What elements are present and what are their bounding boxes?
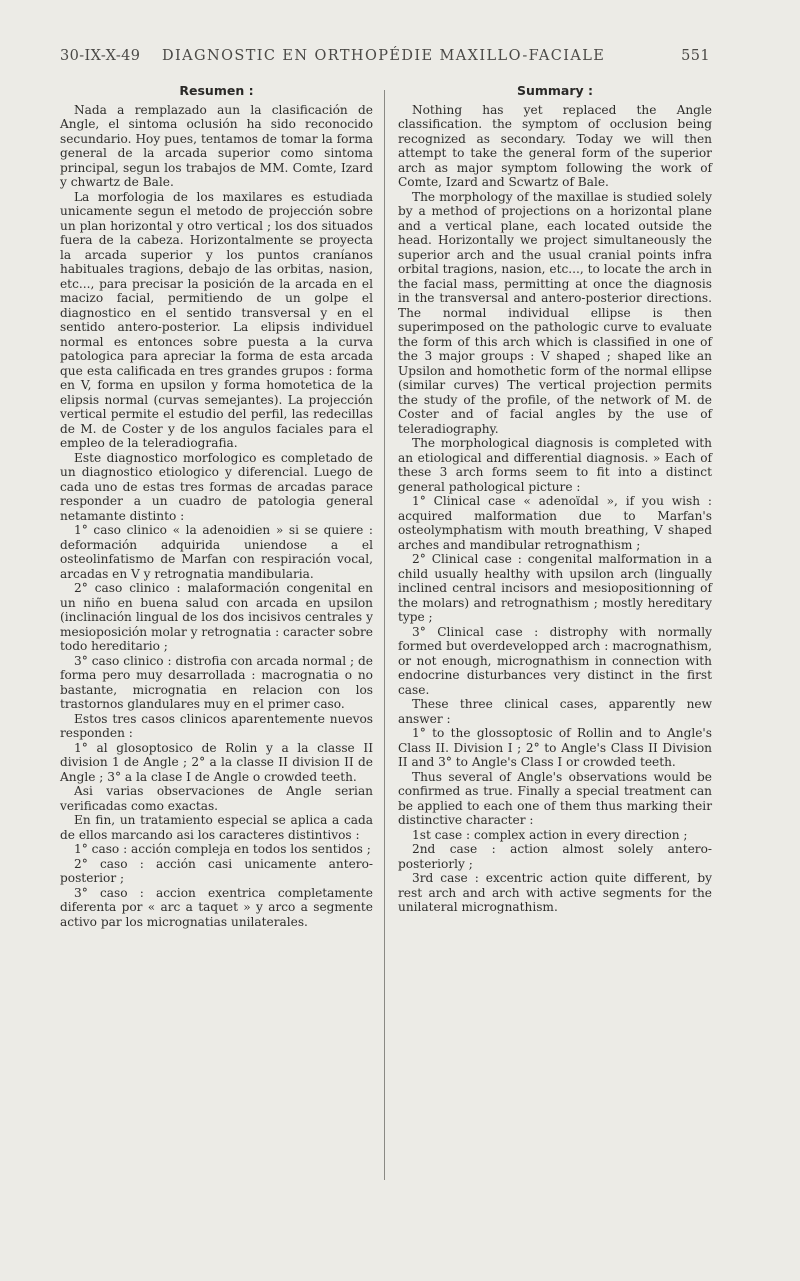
summary-paragraph: 1st case : complex action in every direction ; — [412, 827, 688, 842]
resumen-paragraph: 1° al glosoptosico de Rolin y a la classe II division 1 de Angle ; 2° a la classe II division II de Angle ; 3° a la clase I de Angle o crowded teeth. — [60, 740, 373, 784]
summary-paragraph: 1° Clinical case « adenoïdal », if you wish : acquired malformation due to Marfan's osteolymphatism with mouth breathing, V shaped arches and mandibular retrognathism ; — [398, 494, 712, 552]
running-head — [60, 48, 710, 68]
resumen-paragraph: 1° caso clinico « la adenoidien » si se quiere : deformación adquirida uniendose a el osteolinfatismo de Marfan con respiración vocal, arcadas en V y retrognatia mandibularia. — [60, 523, 373, 581]
resumen-paragraph: Nada a remplazado aun la clasificación de Angle, el sintoma oclusión ha sido reconocido secundario. Hoy pues, tentamos de tomar la forma general de la arcada superior como sintoma principal, segun los trabajos de MM. Comte, Izard y chwartz de Bale. — [60, 102, 373, 189]
summary-paragraph: Nothing has yet replaced the Angle classification. the symptom of occlusion being recognized as secondary. Today we will then attempt to take the general form of the superior arch as major symptom following the work of Comte, Izard and Scwartz of Bale. — [398, 102, 712, 189]
summary-heading: Summary : — [516, 83, 594, 98]
resumen-heading: Resumen : — [179, 83, 254, 98]
resumen-paragraph: La morfologia de los maxilares es estudiada unicamente segun el metodo de projección sobre un plan horizontal y otro vertical ; los dos situados fuera de la cabeza. Horizontalmente se proyecta la arcada superior y los puntos craníanos habituales tragions, debajo de las orbitas, nasion, etc..., para precisar la posición de la arcada en el macizo facial, permitiendo de un golpe el diagnostico en el sentido transversal y en el sentido antero-posterior. La elipsis individuel normal es entonces sobre puesta a la curva patologica para apreciar la forma de esta arcada que esta calificada en tres grandes grupos : forma en V, forma en upsilon y forma homotetica de la elipsis normal (curvas semejantes). La projección vertical permite el estudio del perfil, las redecillas de M. de Coster y de los angulos faciales para el empleo de la teleradiografia. — [60, 189, 373, 450]
summary-paragraph: Thus several of Angle's observations would be confirmed as true. Finally a special treatment can be applied to each one of them thus marking their distinctive character : — [398, 769, 712, 827]
resumen-paragraph: 1° caso : acción compleja en todos los sentidos ; — [74, 842, 371, 856]
summary-paragraph: 1° to the glossoptosic of Rollin and to Angle's Class II. Division I ; 2° to Angle's Class II Division II and 3° to Angle's Class I or crowded teeth. — [398, 726, 712, 769]
english-summary-column — [398, 84, 712, 915]
resumen-paragraph: 2° caso : acción casi unicamente antero-posterior ; — [60, 856, 373, 885]
summary-paragraph: 2° Clinical case : congenital malformation in a child usually healthy with upsilon arch (lingually inclined central incisors and mesiopositionning of the molars) and retrognathism ; mostly hereditary type ; — [398, 552, 712, 624]
column-divider — [384, 90, 385, 1180]
resumen-paragraph: Asi varias observaciones de Angle serian verificadas como exactas. — [60, 784, 373, 813]
resumen-paragraph: 3° caso clinico : distrofia con arcada normal ; de forma pero muy desarrollada : macrognatia o no bastante, micrognatia en relacion con los trastornos glandulares muy en el primer caso. — [60, 653, 373, 711]
resumen-paragraph: 2° caso clinico : malaformación congenital en un niño en buena salud con arcada en upsilon (inclinación lingual de los dos incisivos centrales y mesioposición molar y retrognatia : caracter sobre todo hereditario ; — [60, 581, 373, 653]
summary-paragraph: 2nd case : action almost solely antero-posteriorly ; — [398, 842, 712, 871]
page-number: 551 — [681, 48, 710, 64]
resumen-paragraph: 3° caso : accion exentrica completamente diferenta por « arc a taquet » y arco a segmente activo par los micrognatias unilaterales. — [60, 885, 373, 929]
summary-paragraph: 3° Clinical case : distrophy with normally formed but overdevelopped arch : macrognathism, or not enough, micrognathism in connection with endocrine disturbances very distinct in the first case. — [398, 624, 712, 697]
resumen-paragraph: En fin, un tratamiento especial se aplica a cada de ellos marcando asi los caracteres distintivos : — [60, 813, 373, 842]
header-date: 30-IX-X-49 — [60, 48, 141, 64]
summary-paragraph: 3rd case : excentric action quite different, by rest arch and arch with active segments for the unilateral micrognathism. — [398, 871, 712, 914]
summary-paragraph: These three clinical cases, apparently new answer : — [398, 697, 712, 726]
journal-title: DIAGNOSTIC EN ORTHOPÉDIE MAXILLO-FACIALE — [162, 48, 606, 64]
summary-paragraph: The morphological diagnosis is completed with an etiological and differential diagnosis. » Each of these 3 arch forms seem to fit into a distinct general pathological picture : — [398, 436, 712, 494]
resumen-paragraph: Estos tres casos clinicos aparentemente nuevos responden : — [60, 711, 373, 740]
spanish-summary-column — [60, 84, 373, 929]
summary-paragraph: The morphology of the maxillae is studied solely by a method of projections on a horizontal plane and a vertical plane, each located outside the head. Horizontally we project simultaneously the superior arch and the usual cranial points infra orbital tragions, nasion, etc..., to locate the arch in the facial mass, permitting at once the diagnosis in the transversal and antero-posterior directions. The normal individual ellipse is then superimposed on the pathologic curve to evaluate the form of this arch which is classified in one of the 3 major groups : V shaped ; shaped like an Upsilon and homothetic form of the normal ellipse (similar curves) The vertical projection permits the study of the profile, of the network of M. de Coster and of facial angles by the use of teleradiography. — [398, 189, 712, 436]
resumen-paragraph: Este diagnostico morfologico es completado de un diagnostico etiologico y diferencial. Luego de cada uno de estas tres formas de arcadas parace responder a un cuadro de patologia general netamante distinto : — [60, 450, 373, 523]
